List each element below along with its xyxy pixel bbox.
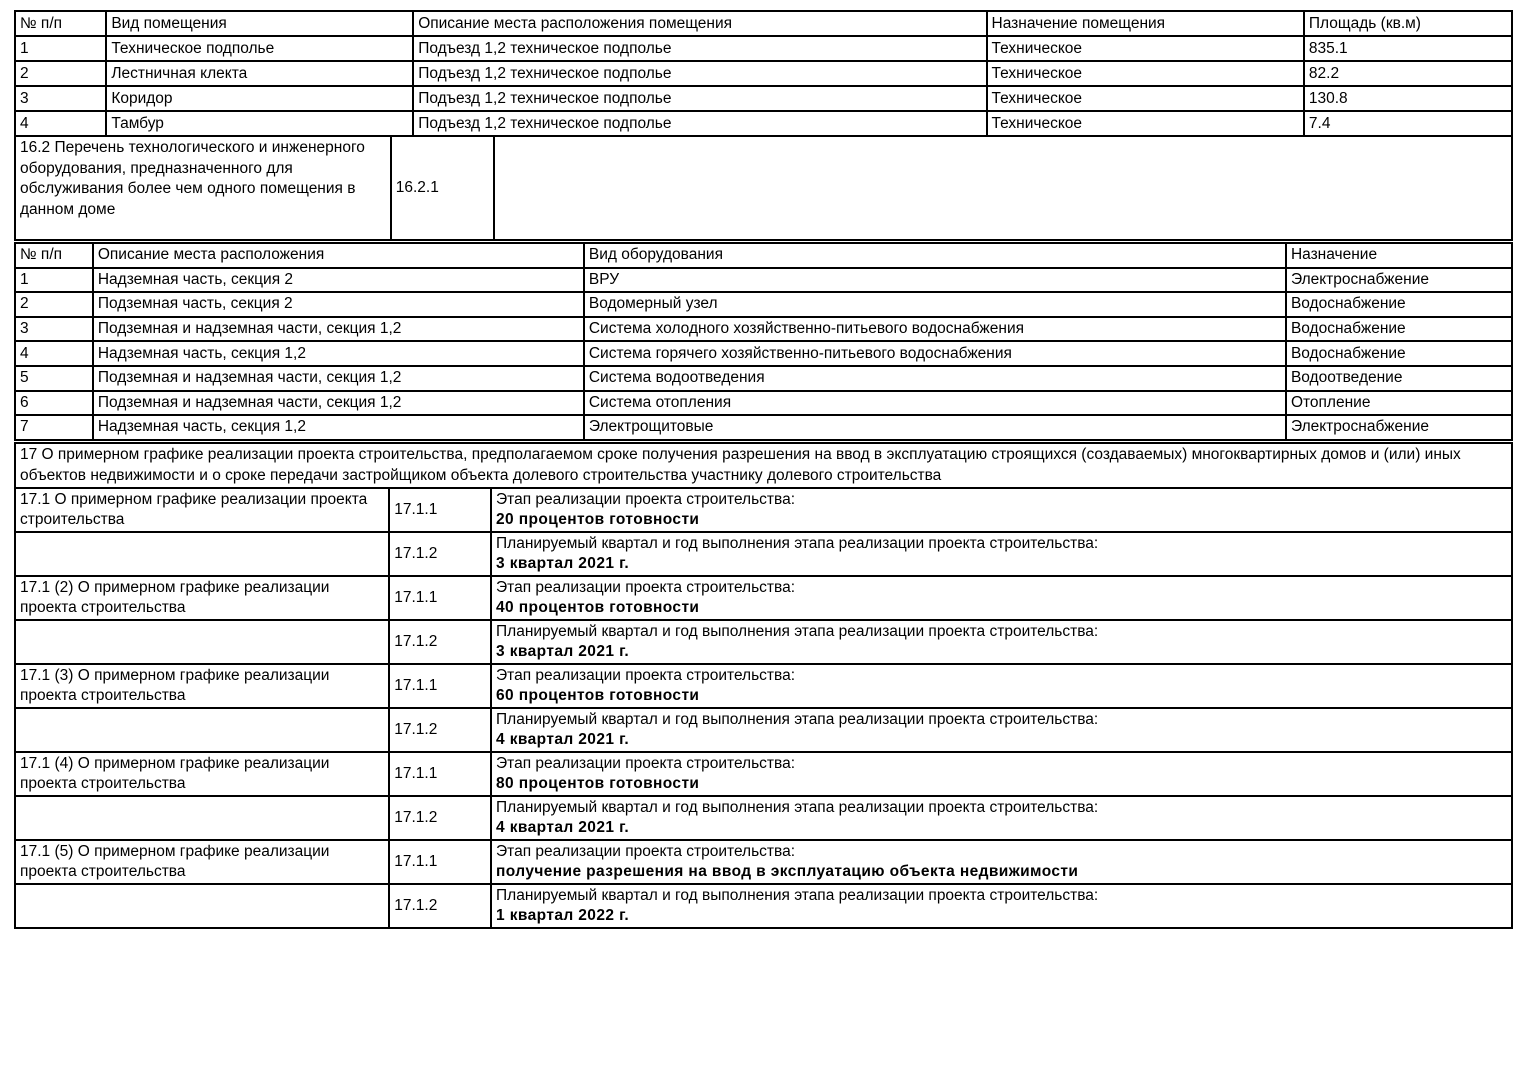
schedule-content-cell xyxy=(491,576,1512,620)
premises-header-row xyxy=(15,11,1512,36)
schedule-content-cell xyxy=(491,488,1512,532)
schedule-stage-caption: Этап реализации проекта строительства: xyxy=(496,666,796,684)
schedule-stage-value: 60 процентов готовности xyxy=(496,687,700,705)
premises-column-header: Назначение помещения xyxy=(987,11,1304,36)
schedule-stage-caption: Планируемый квартал и год выполнения этапа реализации проекта строительства: xyxy=(496,798,1099,816)
premises-row xyxy=(15,111,1512,136)
schedule-stage-value: 80 процентов готовности xyxy=(496,775,700,793)
premises-cell: Тамбур xyxy=(106,111,413,136)
premises-cell: 3 xyxy=(15,86,106,111)
premises-cell: 7.4 xyxy=(1304,111,1512,136)
equipment-cell: Подземная и надземная части, секция 1,2 xyxy=(93,391,584,416)
schedule-stage-caption: Этап реализации проекта строительства: xyxy=(496,578,796,596)
equipment-cell: 5 xyxy=(15,366,93,391)
schedule-stage-value: 40 процентов готовности xyxy=(496,599,700,617)
equipment-cell: Водоснабжение xyxy=(1286,341,1512,366)
premises-cell: 835.1 xyxy=(1304,36,1512,61)
equipment-cell: ВРУ xyxy=(584,268,1286,293)
schedule-row xyxy=(15,532,1512,576)
schedule-content-cell xyxy=(491,796,1512,840)
schedule-group-label: 17.1 О примерном графике реализации проекта строительства xyxy=(15,488,389,532)
section-16-2-block xyxy=(14,135,1513,241)
schedule-row xyxy=(15,840,1512,884)
premises-cell: Лестничная клекта xyxy=(106,61,413,86)
section-16-2-label: 16.2 Перечень технологического и инженерного оборудования, предназначенного для обслуживания более чем одного помещения в данном доме xyxy=(15,136,391,240)
equipment-row xyxy=(15,391,1512,416)
equipment-cell: 2 xyxy=(15,292,93,317)
schedule-row xyxy=(15,708,1512,752)
schedule-code: 17.1.2 xyxy=(389,532,491,576)
schedule-stage-value: 1 квартал 2022 г. xyxy=(496,907,630,925)
equipment-cell: Водоотведение xyxy=(1286,366,1512,391)
premises-cell: 2 xyxy=(15,61,106,86)
schedule-stage-caption: Этап реализации проекта строительства: xyxy=(496,842,796,860)
schedule-table-body xyxy=(15,443,1512,928)
premises-cell: Подъезд 1,2 техническое подполье xyxy=(413,61,986,86)
equipment-cell: Отопление xyxy=(1286,391,1512,416)
premises-cell: Техническое xyxy=(987,61,1304,86)
premises-cell: Подъезд 1,2 техническое подполье xyxy=(413,111,986,136)
equipment-cell: Надземная часть, секция 1,2 xyxy=(93,341,584,366)
schedule-code: 17.1.1 xyxy=(389,840,491,884)
schedule-group-label: 17.1 (2) О примерном графике реализации проекта строительства xyxy=(15,576,389,620)
schedule-stage-value: 4 квартал 2021 г. xyxy=(496,819,630,837)
equipment-cell: Надземная часть, секция 1,2 xyxy=(93,415,584,440)
section-16-2-row xyxy=(15,136,1512,240)
schedule-stage-caption: Планируемый квартал и год выполнения этапа реализации проекта строительства: xyxy=(496,534,1099,552)
premises-row xyxy=(15,61,1512,86)
schedule-code: 17.1.2 xyxy=(389,620,491,664)
equipment-cell: Электрощитовые xyxy=(584,415,1286,440)
schedule-stage-caption: Этап реализации проекта строительства: xyxy=(496,490,796,508)
schedule-code: 17.1.2 xyxy=(389,884,491,928)
equipment-cell: 1 xyxy=(15,268,93,293)
equipment-cell: Подземная и надземная части, секция 1,2 xyxy=(93,317,584,342)
schedule-stage-value: 20 процентов готовности xyxy=(496,511,700,529)
section-16-2-value xyxy=(494,136,1512,240)
schedule-code: 17.1.1 xyxy=(389,576,491,620)
equipment-cell: Надземная часть, секция 2 xyxy=(93,268,584,293)
schedule-group-label xyxy=(15,796,389,840)
equipment-cell: 7 xyxy=(15,415,93,440)
premises-column-header: Площадь (кв.м) xyxy=(1304,11,1512,36)
equipment-cell: Подземная часть, секция 2 xyxy=(93,292,584,317)
premises-cell: Техническое xyxy=(987,86,1304,111)
equipment-header-row xyxy=(15,243,1512,268)
equipment-table-body xyxy=(15,243,1512,440)
schedule-row xyxy=(15,884,1512,928)
schedule-row xyxy=(15,576,1512,620)
premises-cell: Техническое подполье xyxy=(106,36,413,61)
schedule-row xyxy=(15,796,1512,840)
equipment-table xyxy=(14,242,1513,441)
equipment-column-header: Описание места расположения xyxy=(93,243,584,268)
equipment-cell: 6 xyxy=(15,391,93,416)
schedule-content-cell xyxy=(491,620,1512,664)
equipment-cell: Система холодного хозяйственно-питьевого водоснабжения xyxy=(584,317,1286,342)
schedule-code: 17.1.2 xyxy=(389,796,491,840)
premises-cell: 4 xyxy=(15,111,106,136)
equipment-cell: Электроснабжение xyxy=(1286,415,1512,440)
equipment-row xyxy=(15,415,1512,440)
schedule-stage-caption: Планируемый квартал и год выполнения этапа реализации проекта строительства: xyxy=(496,886,1099,904)
schedule-content-cell xyxy=(491,532,1512,576)
premises-cell: Подъезд 1,2 техническое подполье xyxy=(413,36,986,61)
equipment-row xyxy=(15,366,1512,391)
schedule-code: 17.1.1 xyxy=(389,488,491,532)
equipment-column-header: Вид оборудования xyxy=(584,243,1286,268)
schedule-stage-value: 3 квартал 2021 г. xyxy=(496,555,630,573)
schedule-content-cell xyxy=(491,664,1512,708)
premises-column-header: Описание места расположения помещения xyxy=(413,11,986,36)
schedule-group-label: 17.1 (3) О примерном графике реализации проекта строительства xyxy=(15,664,389,708)
schedule-content-cell xyxy=(491,884,1512,928)
section-17-header-row xyxy=(15,443,1512,488)
schedule-row xyxy=(15,488,1512,532)
premises-cell: Подъезд 1,2 техническое подполье xyxy=(413,86,986,111)
schedule-row xyxy=(15,752,1512,796)
equipment-cell: Водоснабжение xyxy=(1286,317,1512,342)
premises-cell: 130.8 xyxy=(1304,86,1512,111)
equipment-cell: 3 xyxy=(15,317,93,342)
equipment-row xyxy=(15,317,1512,342)
premises-cell: Коридор xyxy=(106,86,413,111)
premises-table xyxy=(14,10,1513,137)
schedule-stage-value: 4 квартал 2021 г. xyxy=(496,731,630,749)
equipment-cell: Система отопления xyxy=(584,391,1286,416)
schedule-content-cell xyxy=(491,840,1512,884)
equipment-cell: Электроснабжение xyxy=(1286,268,1512,293)
project-declaration-page xyxy=(14,10,1513,929)
premises-row xyxy=(15,36,1512,61)
equipment-cell: Система водоотведения xyxy=(584,366,1286,391)
schedule-code: 17.1.2 xyxy=(389,708,491,752)
equipment-column-header: Назначение xyxy=(1286,243,1512,268)
section-16-2-code: 16.2.1 xyxy=(391,136,494,240)
schedule-stage-caption: Планируемый квартал и год выполнения этапа реализации проекта строительства: xyxy=(496,622,1099,640)
premises-cell: Техническое xyxy=(987,36,1304,61)
construction-schedule-table xyxy=(14,442,1513,929)
equipment-cell: Подземная и надземная части, секция 1,2 xyxy=(93,366,584,391)
schedule-group-label xyxy=(15,620,389,664)
schedule-stage-caption: Планируемый квартал и год выполнения этапа реализации проекта строительства: xyxy=(496,710,1099,728)
equipment-row xyxy=(15,268,1512,293)
schedule-group-label: 17.1 (4) О примерном графике реализации проекта строительства xyxy=(15,752,389,796)
schedule-row xyxy=(15,664,1512,708)
schedule-stage-value: 3 квартал 2021 г. xyxy=(496,643,630,661)
premises-cell: 1 xyxy=(15,36,106,61)
equipment-cell: 4 xyxy=(15,341,93,366)
equipment-cell: Водоснабжение xyxy=(1286,292,1512,317)
premises-column-header: Вид помещения xyxy=(106,11,413,36)
schedule-group-label xyxy=(15,884,389,928)
premises-cell: 82.2 xyxy=(1304,61,1512,86)
section-17-header: 17 О примерном графике реализации проекта строительства, предполагаемом сроке получения разрешения на ввод в эксплуатацию строящихся (создаваемых) многоквартирных домов и (или) иных объектов недвижимости и о сроке передачи застройщиком объекта долевого строительства участнику долевого строительства xyxy=(15,443,1512,488)
schedule-group-label xyxy=(15,708,389,752)
schedule-group-label: 17.1 (5) О примерном графике реализации проекта строительства xyxy=(15,840,389,884)
equipment-column-header: № п/п xyxy=(15,243,93,268)
equipment-row xyxy=(15,292,1512,317)
schedule-group-label xyxy=(15,532,389,576)
schedule-code: 17.1.1 xyxy=(389,664,491,708)
premises-row xyxy=(15,86,1512,111)
schedule-content-cell xyxy=(491,752,1512,796)
schedule-content-cell xyxy=(491,708,1512,752)
schedule-stage-value: получение разрешения на ввод в эксплуатацию объекта недвижимости xyxy=(496,863,1079,881)
premises-table-body xyxy=(15,11,1512,136)
schedule-stage-caption: Этап реализации проекта строительства: xyxy=(496,754,796,772)
equipment-cell: Водомерный узел xyxy=(584,292,1286,317)
schedule-row xyxy=(15,620,1512,664)
premises-cell: Техническое xyxy=(987,111,1304,136)
equipment-row xyxy=(15,341,1512,366)
equipment-cell: Система горячего хозяйственно-питьевого водоснабжения xyxy=(584,341,1286,366)
premises-column-header: № п/п xyxy=(15,11,106,36)
schedule-code: 17.1.1 xyxy=(389,752,491,796)
